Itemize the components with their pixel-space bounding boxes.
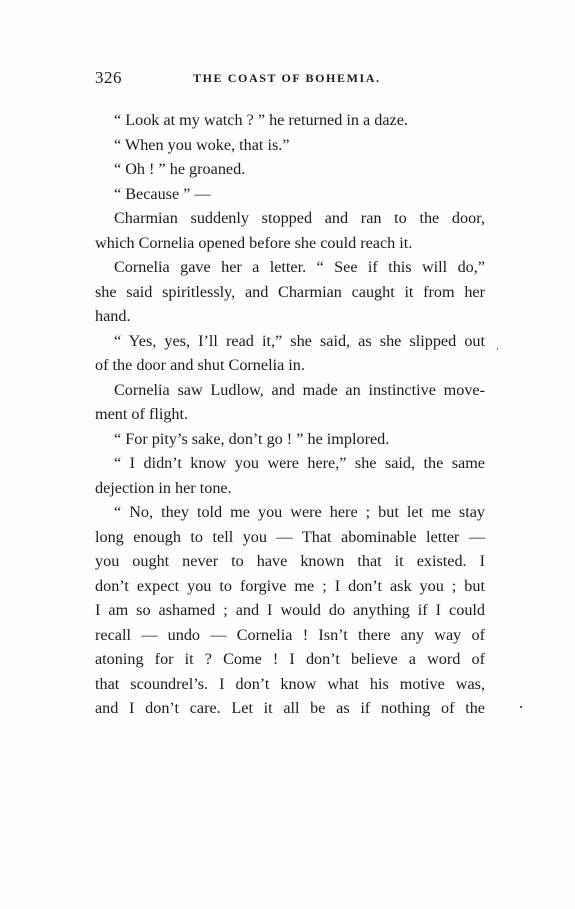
text-line: “ No, they told me you were here ; but let me stay bbox=[114, 503, 485, 521]
text-line: recall — undo — Cornelia ! Isn’t there any way of bbox=[95, 625, 485, 644]
text-line: hand. bbox=[95, 307, 131, 325]
text-line: that scoundrel’s. I don’t know what his motive was, bbox=[95, 674, 485, 693]
running-head bbox=[95, 68, 485, 88]
text-line: “ For pity’s sake, don’t go ! ” he implored. bbox=[114, 429, 390, 448]
page-number: 326 bbox=[95, 68, 122, 87]
text-line: ment of flight. bbox=[95, 405, 189, 423]
text-line: “ When you woke, that is.” bbox=[114, 135, 290, 154]
text-line: dejection in her tone. bbox=[95, 478, 232, 497]
text-line: of the door and shut Cornelia in. bbox=[95, 356, 305, 374]
text-line: “ I didn’t know you were here,” she said, the same bbox=[114, 454, 485, 472]
text-line: she said spiritlessly, and Charmian caught it from her bbox=[95, 282, 485, 301]
text-line: “ Because ” — bbox=[114, 184, 211, 203]
text-line: “ Look at my watch ? ” he returned in a daze. bbox=[114, 111, 408, 129]
text-line: I am so ashamed ; and I would do anything if I could bbox=[95, 601, 485, 619]
text-line: long enough to tell you — That abominable letter — bbox=[95, 527, 485, 546]
running-title: THE COAST OF BOHEMIA. bbox=[193, 71, 381, 85]
text-line: “ Yes, yes, I’ll read it,” she said, as she slipped out bbox=[114, 331, 485, 350]
print-speck bbox=[520, 706, 522, 708]
text-line: don’t expect you to forgive me ; I don’t ask you ; but bbox=[95, 576, 485, 595]
text-line: atoning for it ? Come ! I don’t believe a word of bbox=[95, 650, 485, 668]
body-text bbox=[95, 108, 485, 721]
print-speck bbox=[497, 348, 498, 350]
text-line: “ Oh ! ” he groaned. bbox=[114, 160, 246, 178]
text-line: you ought never to have known that it existed. I bbox=[95, 552, 485, 570]
text-line: Charmian suddenly stopped and ran to the door, bbox=[114, 209, 485, 227]
text-line: which Cornelia opened before she could reach it. bbox=[95, 233, 413, 252]
text-line: and I don’t care. Let it all be as if nothing of the bbox=[95, 699, 485, 717]
text-line: Cornelia saw Ludlow, and made an instinctive move- bbox=[114, 380, 485, 399]
text-line: Cornelia gave her a letter. “ See if this will do,” bbox=[114, 258, 485, 276]
